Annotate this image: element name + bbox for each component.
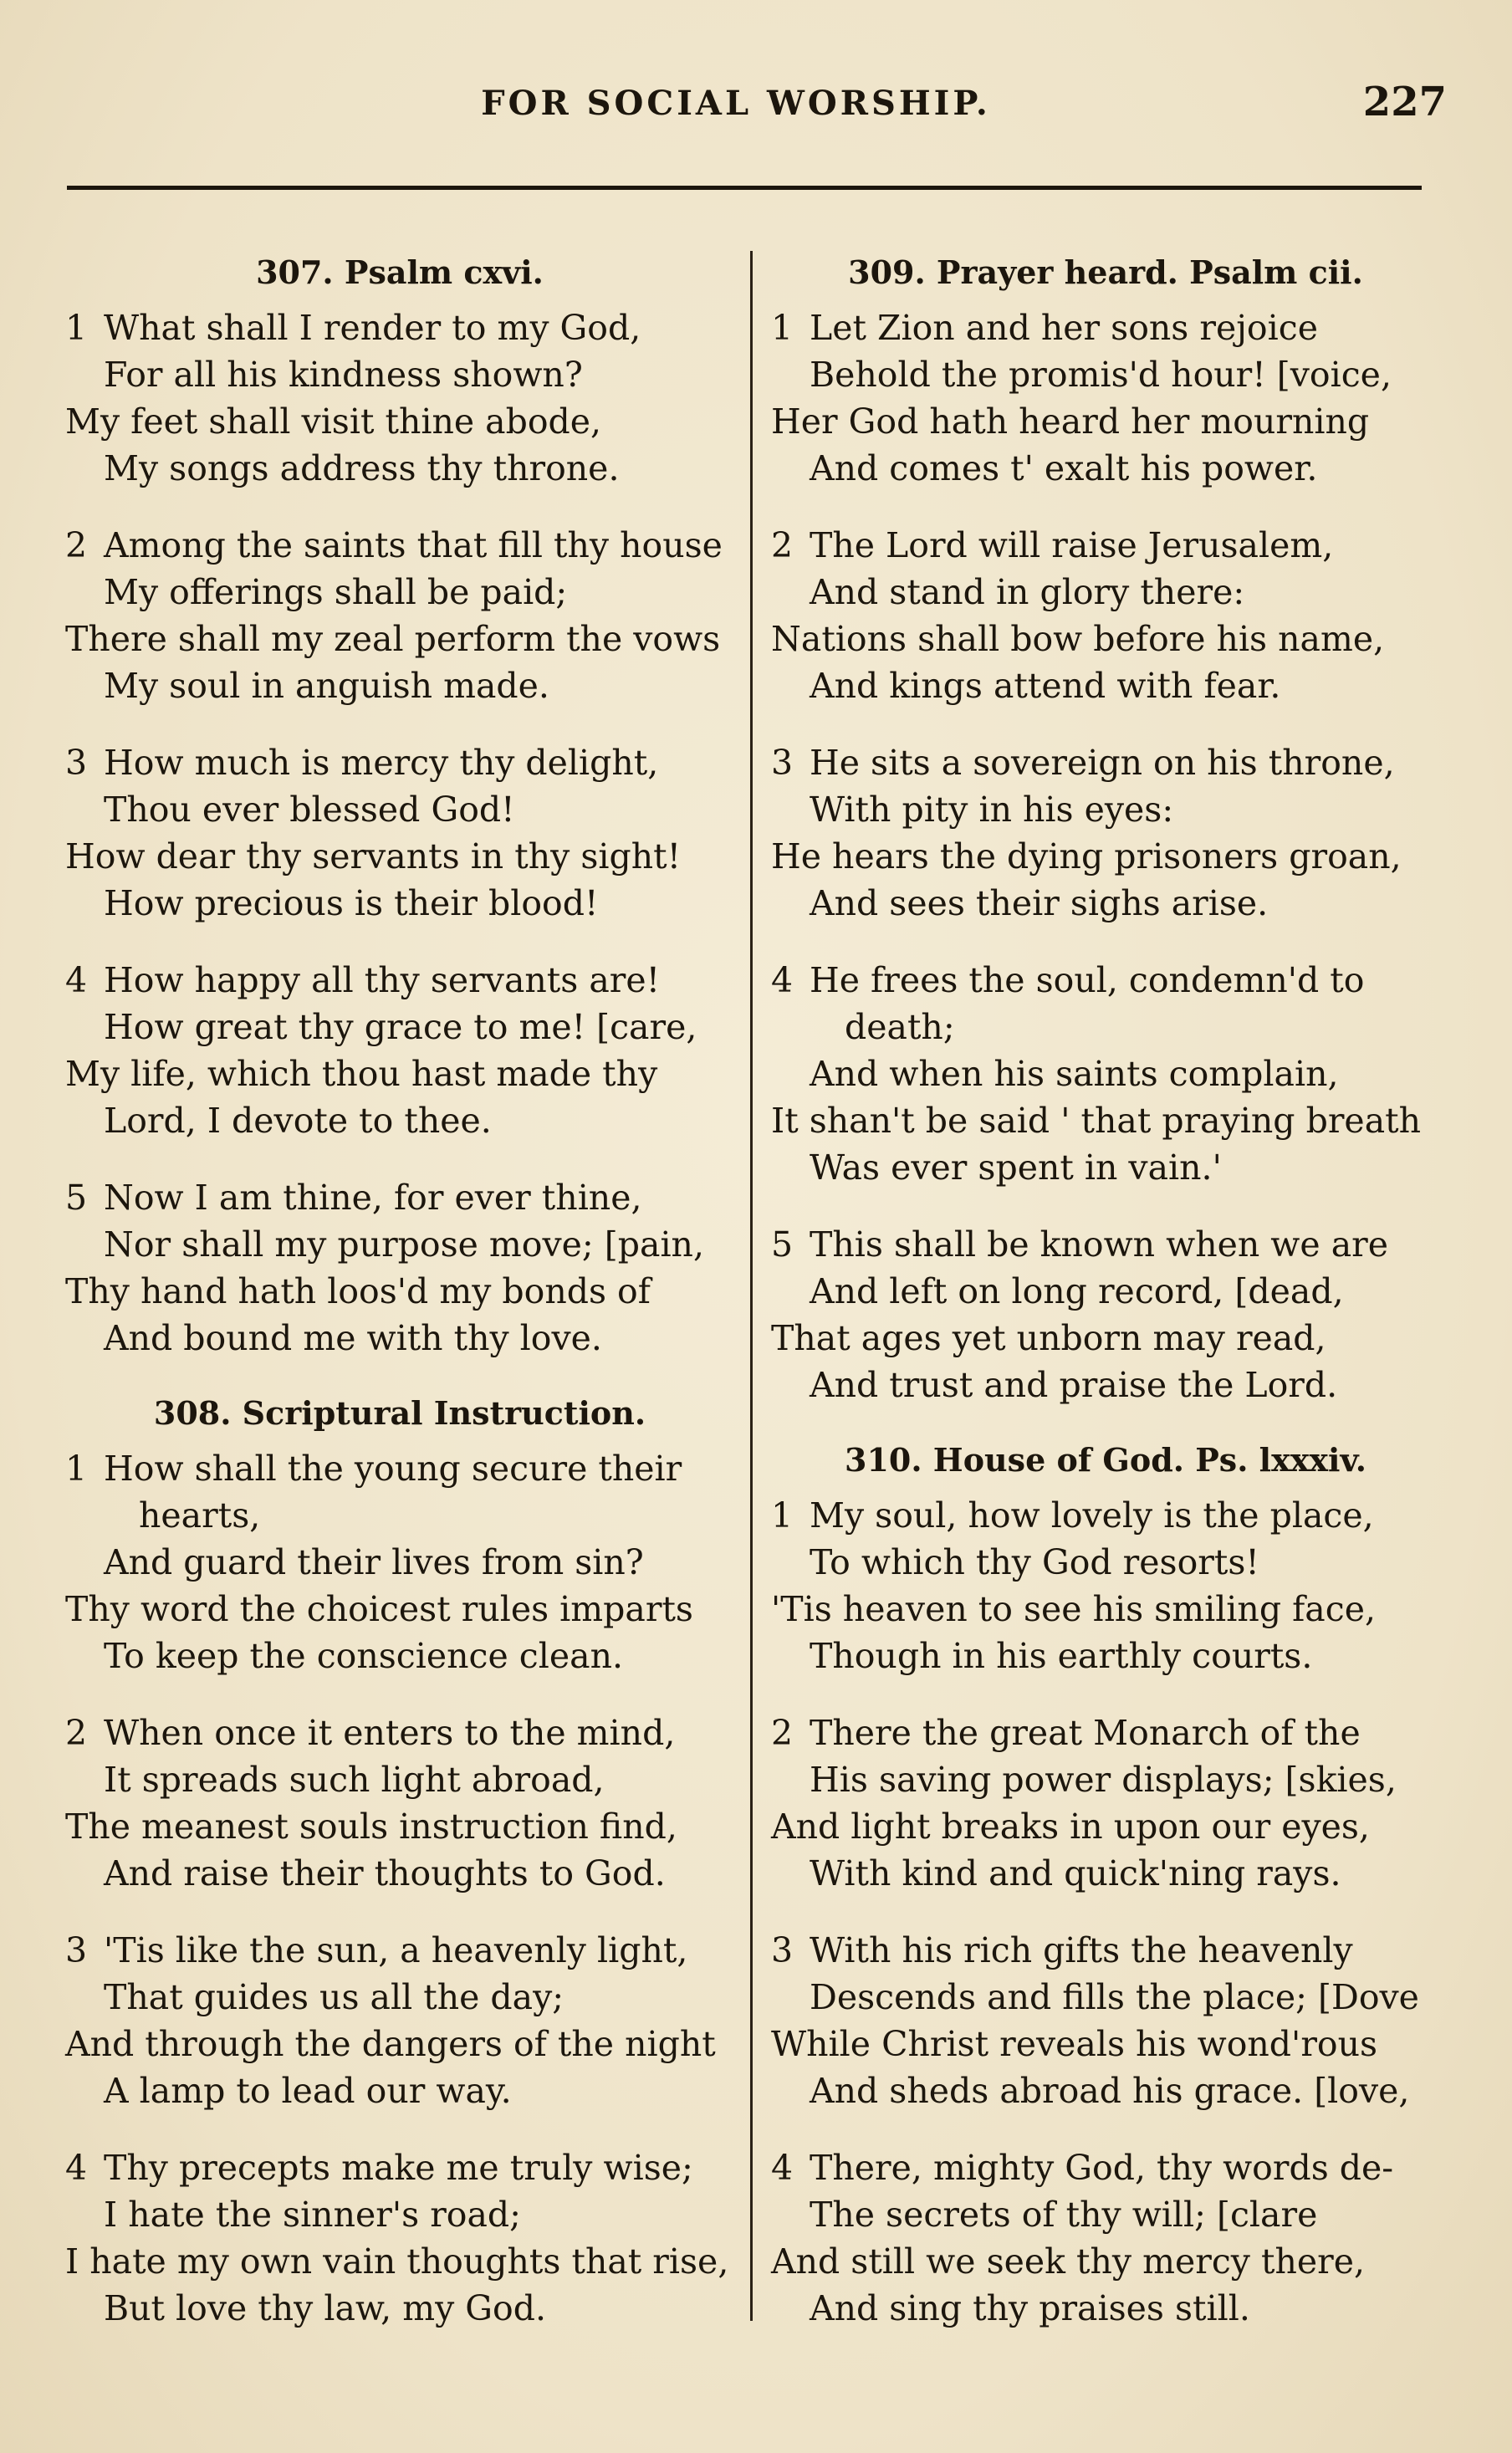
verse-text: And guard their lives from sin?	[104, 1542, 644, 1582]
verse-text: It spreads such light abroad,	[104, 1760, 605, 1800]
verse-text: And trust and praise the Lord.	[810, 1365, 1338, 1405]
verse-text: death;	[845, 1007, 955, 1047]
hymn	[65, 251, 734, 1362]
hymn-title: 307. Psalm cxvi.	[256, 253, 544, 291]
verse-text: For all his kindness shown?	[104, 355, 583, 395]
verse-line	[65, 2285, 734, 2332]
verse-text: Descends and fills the place; [Dove	[810, 1977, 1419, 2017]
verse-line	[65, 1050, 734, 1097]
verse-line	[771, 2021, 1440, 2067]
verse-line	[65, 1492, 734, 1539]
verse-line	[771, 1974, 1440, 2021]
stanza	[771, 739, 1440, 927]
verse-text: Now I am thine, for ever thine,	[104, 1178, 642, 1218]
verse-line	[65, 880, 734, 927]
verse-text: Among the saints that fill thy house	[104, 525, 723, 565]
verse-line	[65, 1097, 734, 1144]
stanza-number: 5	[65, 1178, 88, 1218]
verse-line	[771, 1004, 1440, 1050]
verse-line	[65, 569, 734, 616]
verse-line	[65, 616, 734, 662]
hymn	[65, 1392, 734, 2332]
verse-text: And sheds abroad his grace. [love,	[810, 2071, 1410, 2111]
verse-line	[771, 1539, 1440, 1586]
verse-line	[65, 1850, 734, 1897]
verse-line	[771, 1927, 1440, 1974]
verse-text: My songs address thy throne.	[104, 448, 620, 488]
verse-line	[771, 2285, 1440, 2332]
verse-line	[771, 1633, 1440, 1679]
verse-line	[65, 2067, 734, 2114]
verse-line	[771, 662, 1440, 709]
stanza	[65, 1174, 734, 1362]
verse-line	[65, 1756, 734, 1803]
stanza	[771, 1709, 1440, 1897]
verse-line	[65, 1174, 734, 1221]
verse-line	[65, 957, 734, 1004]
verse-line	[771, 1492, 1440, 1539]
header-rule	[67, 186, 1422, 190]
verse-text: That ages yet unborn may read,	[771, 1318, 1326, 1358]
verse-text: My feet shall visit thine abode,	[65, 401, 602, 442]
verse-text: And through the dangers of the night	[65, 2024, 716, 2064]
verse-text: I hate my own vain thoughts that rise,	[65, 2241, 729, 2282]
right-column	[771, 251, 1440, 2362]
verse-text: And sees their sighs arise.	[810, 883, 1269, 923]
verse-line	[771, 1586, 1440, 1633]
verse-text: Was ever spent in vain.'	[810, 1147, 1222, 1188]
verse-line	[771, 398, 1440, 445]
page-header	[0, 79, 1512, 134]
verse-text: There, mighty God, thy words de-	[810, 2148, 1394, 2188]
verse-text: I hate the sinner's road;	[104, 2195, 521, 2235]
verse-text: Her God hath heard her mourning	[771, 401, 1370, 442]
verse-text: How great thy grace to me! [care,	[104, 1007, 697, 1047]
hymn-title: 310. House of God. Ps. lxxxiv.	[845, 1441, 1366, 1479]
stanza	[771, 1927, 1440, 2114]
stanza	[65, 304, 734, 492]
verse-line	[771, 569, 1440, 616]
verse-text: Nor shall my purpose move; [pain,	[104, 1224, 705, 1265]
verse-text: My life, which thou hast made thy	[65, 1054, 658, 1094]
verse-text: He hears the dying prisoners groan,	[771, 836, 1402, 876]
verse-line	[771, 304, 1440, 351]
hymn	[771, 251, 1440, 1408]
verse-line	[771, 1221, 1440, 1268]
verse-line	[771, 1803, 1440, 1850]
stanza-number: 1	[65, 1449, 88, 1489]
verse-line	[771, 1850, 1440, 1897]
verse-text: And bound me with thy love.	[104, 1318, 602, 1358]
verse-text: And still we seek thy mercy there,	[771, 2241, 1366, 2282]
stanza	[771, 957, 1440, 1191]
verse-line	[65, 1974, 734, 2021]
verse-line	[771, 833, 1440, 880]
verse-text: His saving power displays; [skies,	[810, 1760, 1397, 1800]
verse-line	[65, 2238, 734, 2285]
verse-text: There the great Monarch of the	[810, 1713, 1361, 1753]
verse-text: With kind and quick'ning rays.	[810, 1853, 1341, 1893]
verse-text: Thou ever blessed God!	[104, 790, 515, 830]
stanza-number: 1	[771, 308, 794, 348]
verse-text: When once it enters to the mind,	[104, 1713, 676, 1753]
stanza	[771, 1221, 1440, 1408]
verse-line	[771, 445, 1440, 492]
verse-text: The secrets of thy will; [clare	[810, 2195, 1318, 2235]
stanza	[65, 2144, 734, 2332]
verse-text: A lamp to lead our way.	[104, 2071, 512, 2111]
running-head: FOR SOCIAL WORSHIP.	[481, 84, 991, 123]
verse-line	[65, 1709, 734, 1756]
verse-text: The meanest souls instruction find,	[65, 1807, 677, 1847]
verse-text: My offerings shall be paid;	[104, 572, 568, 612]
stanza	[65, 1927, 734, 2114]
verse-line	[65, 398, 734, 445]
verse-line	[65, 1221, 734, 1268]
verse-line	[65, 2144, 734, 2191]
verse-text: 'Tis heaven to see his smiling face,	[771, 1589, 1376, 1629]
stanza-number: 4	[771, 960, 794, 1000]
stanza	[65, 957, 734, 1144]
verse-line	[771, 2144, 1440, 2191]
verse-line	[771, 786, 1440, 833]
stanza-number: 2	[65, 525, 88, 565]
verse-text: To which thy God resorts!	[810, 1542, 1259, 1582]
verse-text: What shall I render to my God,	[104, 308, 641, 348]
stanza-number: 2	[65, 1713, 88, 1753]
verse-line	[771, 616, 1440, 662]
verse-line	[65, 1633, 734, 1679]
verse-text: And raise their thoughts to God.	[104, 1853, 666, 1893]
verse-line	[65, 1445, 734, 1492]
verse-line	[771, 2238, 1440, 2285]
verse-line	[65, 351, 734, 398]
verse-text: How shall the young secure their	[104, 1449, 682, 1489]
hymn	[771, 1439, 1440, 2332]
verse-line	[65, 1539, 734, 1586]
verse-text: How precious is their blood!	[104, 883, 599, 923]
verse-text: Behold the promis'd hour! [voice,	[810, 355, 1392, 395]
verse-line	[65, 1927, 734, 1974]
stanza-number: 3	[65, 743, 88, 783]
verse-text: Lord, I devote to thee.	[104, 1101, 492, 1141]
verse-line	[65, 445, 734, 492]
verse-line	[65, 1315, 734, 1362]
stanza-number: 1	[65, 308, 88, 348]
verse-text: He frees the soul, condemn'd to	[810, 960, 1365, 1000]
verse-text: My soul, how lovely is the place,	[810, 1495, 1374, 1536]
verse-text: Thy word the choicest rules imparts	[65, 1589, 693, 1629]
verse-text: The Lord will raise Jerusalem,	[810, 525, 1334, 565]
verse-text: My soul in anguish made.	[104, 666, 549, 706]
verse-line	[65, 2191, 734, 2238]
verse-text: With his rich gifts the heavenly	[810, 1930, 1353, 1970]
stanza-number: 5	[771, 1224, 794, 1265]
stanza-number: 3	[771, 1930, 794, 1970]
verse-text: This shall be known when we are	[810, 1224, 1388, 1265]
verse-line	[771, 1097, 1440, 1144]
verse-text: To keep the conscience clean.	[104, 1636, 624, 1676]
verse-text: With pity in his eyes:	[810, 790, 1174, 830]
stanza-number: 2	[771, 1713, 794, 1753]
verse-text: And stand in glory there:	[810, 572, 1245, 612]
verse-text: It shan't be said ' that praying breath	[771, 1101, 1422, 1141]
verse-text: There shall my zeal perform the vows	[65, 619, 721, 659]
stanza-number: 2	[771, 525, 794, 565]
verse-text: Thy hand hath loos'd my bonds of	[65, 1271, 651, 1311]
hymn-title: 308. Scriptural Instruction.	[153, 1394, 646, 1432]
verse-line	[65, 833, 734, 880]
verse-text: How dear thy servants in thy sight!	[65, 836, 682, 876]
verse-line	[65, 304, 734, 351]
verse-line	[771, 351, 1440, 398]
page-number: 227	[1362, 79, 1447, 125]
verse-line	[65, 1268, 734, 1315]
verse-line	[65, 2021, 734, 2067]
verse-line	[65, 739, 734, 786]
stanza	[65, 522, 734, 709]
stanza	[771, 522, 1440, 709]
verse-text: While Christ reveals his wond'rous	[771, 2024, 1378, 2064]
stanza-number: 3	[65, 1930, 88, 1970]
verse-line	[771, 1315, 1440, 1362]
verse-line	[771, 522, 1440, 569]
verse-text: Thy precepts make me truly wise;	[104, 2148, 693, 2188]
verse-text: 'Tis like the sun, a heavenly light,	[104, 1930, 688, 1970]
stanza	[771, 2144, 1440, 2332]
verse-line	[65, 1586, 734, 1633]
stanza	[65, 739, 734, 927]
verse-text: How much is mercy thy delight,	[104, 743, 659, 783]
stanza	[65, 1709, 734, 1897]
stanza-number: 1	[771, 1495, 794, 1536]
verse-line	[771, 1709, 1440, 1756]
stanza	[771, 1492, 1440, 1679]
verse-text: That guides us all the day;	[104, 1977, 564, 2017]
verse-text: And when his saints complain,	[810, 1054, 1339, 1094]
verse-line	[65, 662, 734, 709]
verse-text: Let Zion and her sons rejoice	[810, 308, 1318, 348]
verse-text: How happy all thy servants are!	[104, 960, 661, 1000]
verse-text: hearts,	[139, 1495, 261, 1536]
verse-line	[771, 1268, 1440, 1315]
verse-line	[771, 739, 1440, 786]
verse-line	[771, 957, 1440, 1004]
verse-line	[65, 1004, 734, 1050]
verse-text: And comes t' exalt his power.	[810, 448, 1318, 488]
verse-text: He sits a sovereign on his throne,	[810, 743, 1395, 783]
verse-line	[771, 1756, 1440, 1803]
verse-line	[771, 880, 1440, 927]
stanza-number: 4	[65, 960, 88, 1000]
hymn-title: 309. Prayer heard. Psalm cii.	[848, 253, 1363, 291]
stanza-number: 4	[771, 2148, 794, 2188]
verse-line	[65, 786, 734, 833]
verse-text: But love thy law, my God.	[104, 2288, 547, 2328]
verse-text: And sing thy praises still.	[810, 2288, 1250, 2328]
verse-line	[65, 1803, 734, 1850]
stanza-number: 4	[65, 2148, 88, 2188]
stanza	[65, 1445, 734, 1679]
verse-text: Nations shall bow before his name,	[771, 619, 1385, 659]
verse-line	[65, 522, 734, 569]
verse-text: And left on long record, [dead,	[810, 1271, 1344, 1311]
verse-text: And kings attend with fear.	[810, 666, 1281, 706]
verse-text: Though in his earthly courts.	[810, 1636, 1313, 1676]
left-column	[65, 251, 734, 2362]
column-divider	[750, 251, 753, 2321]
verse-line	[771, 1050, 1440, 1097]
verse-line	[771, 2191, 1440, 2238]
verse-line	[771, 1144, 1440, 1191]
verse-text: And light breaks in upon our eyes,	[771, 1807, 1370, 1847]
verse-line	[771, 2067, 1440, 2114]
stanza-number: 3	[771, 743, 794, 783]
verse-line	[771, 1362, 1440, 1408]
stanza	[771, 304, 1440, 492]
